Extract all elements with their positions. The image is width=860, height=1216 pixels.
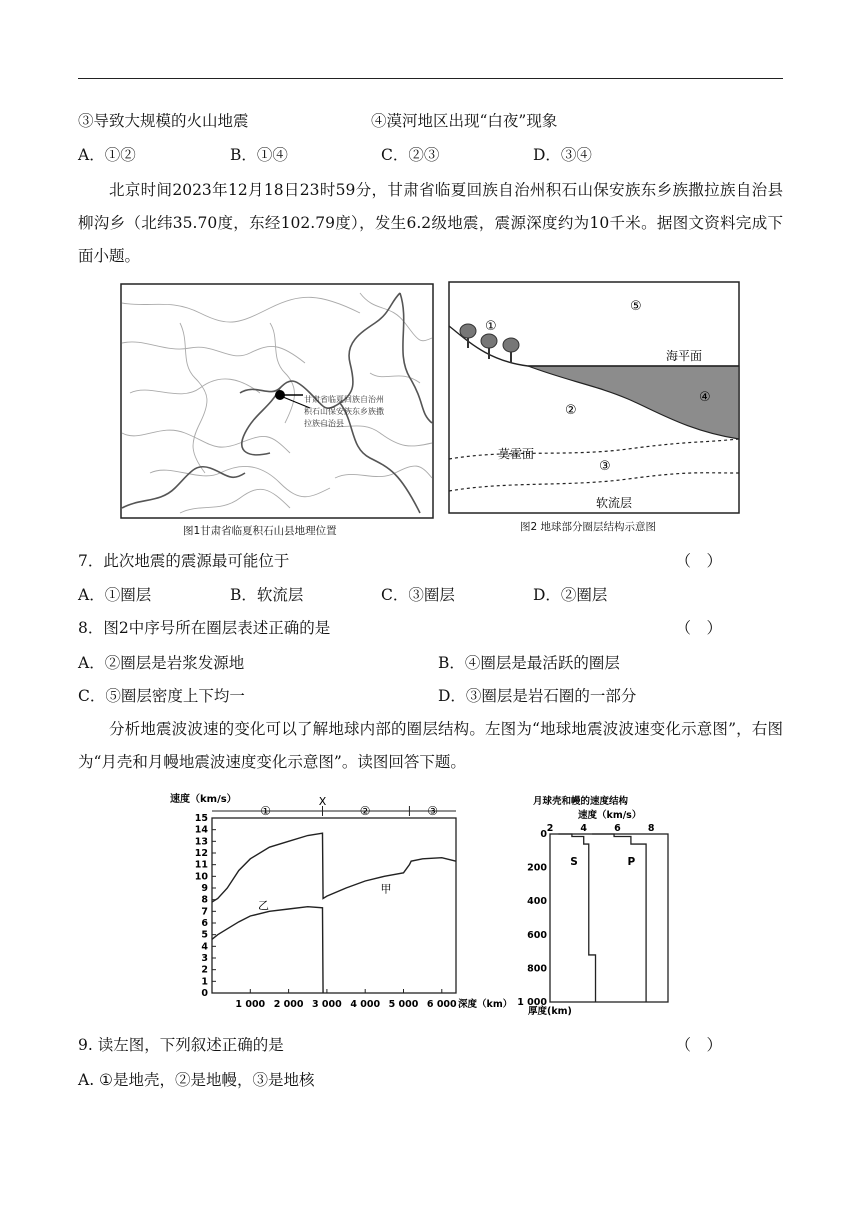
plot-frame bbox=[550, 834, 668, 1002]
x-tick-label: 2 bbox=[546, 823, 554, 834]
asthenosphere-label: 软流层 bbox=[596, 496, 633, 510]
x-tick-label: 6 bbox=[614, 823, 621, 834]
y-tick-label: 14 bbox=[194, 824, 208, 836]
q7-choice-c: C．③圈层 bbox=[381, 586, 455, 604]
layer-4-label: ④ bbox=[699, 390, 711, 405]
y-tick-label: 400 bbox=[527, 896, 547, 908]
y-tick-label: 8 bbox=[201, 894, 208, 906]
y-tick-label: 0 bbox=[201, 988, 208, 999]
layer-1-label: ① bbox=[485, 319, 497, 334]
q8-choice-a: A．②圈层是岩浆发源地 bbox=[78, 654, 245, 672]
passage-seismic: 分析地震波波速的变化可以了解地球内部的圈层结构。左图为“地球地震波波速变化示意图”，右图为“月壳和月幔地震波速度变化示意图”。读图回答下题。 bbox=[78, 720, 783, 771]
series-line-yi bbox=[212, 907, 323, 993]
y-tick-label: 200 bbox=[527, 862, 547, 874]
y-tick-label: 11 bbox=[194, 859, 208, 871]
x-tick-label: 4 000 bbox=[350, 999, 381, 1010]
y-tick-label: 1 000 bbox=[517, 997, 547, 1008]
y-tick-label: 12 bbox=[194, 848, 208, 859]
choice-b: B．①④ bbox=[230, 146, 288, 164]
q8-choice-c: C．⑤圈层密度上下均一 bbox=[78, 687, 245, 705]
y-tick-label: 0 bbox=[540, 829, 547, 840]
series-line-jia bbox=[212, 833, 456, 902]
option-3: ③导致大规模的火山地震 bbox=[78, 112, 249, 130]
passage-earthquake: 北京时间2023年12月18日23时59分，甘肃省临夏回族自治州积石山保安族东乡族撒拉族自治县柳沟乡（北纬35.70度，东经102.79度），发生6.2级地震，震源深度约为10千米。据图文资料完成下面小题。 bbox=[78, 181, 783, 265]
y-tick-label: 2 bbox=[201, 964, 208, 976]
x-tick-label: 8 bbox=[647, 823, 655, 834]
map-label-line-2: 积石山保安族东乡族撒 bbox=[304, 407, 384, 416]
y-tick-label: 9 bbox=[201, 883, 208, 894]
x-tick-label: 6 000 bbox=[426, 999, 457, 1010]
moho-label: 莫霍面 bbox=[498, 447, 535, 461]
map-label-line-1: 甘肃省临夏回族自治州 bbox=[304, 395, 384, 404]
layer-2-label: ② bbox=[565, 403, 577, 418]
choice-c: C．②③ bbox=[381, 146, 440, 164]
y-tick-label: 600 bbox=[527, 929, 547, 941]
x-axis-label: 深度（km） bbox=[458, 999, 513, 1010]
layer-5-label: ⑤ bbox=[630, 299, 642, 314]
chart-earth-seismic bbox=[170, 788, 513, 1013]
figure-2-layers bbox=[448, 281, 740, 516]
q7-choice-a: A．①圈层 bbox=[78, 586, 152, 604]
map-label-line-3: 拉族自治县 bbox=[304, 419, 344, 428]
series-label-p: P bbox=[627, 856, 636, 869]
y-tick-label: 1 bbox=[201, 976, 208, 988]
question-7: 7．此次地震的震源最可能位于 bbox=[78, 552, 290, 570]
y-tick-label: 5 bbox=[201, 929, 208, 941]
choice-d: D．③④ bbox=[533, 146, 592, 164]
q8-choice-d: D．③圈层是岩石圈的一部分 bbox=[438, 687, 637, 705]
chart-title: 月球壳和幔的速度结构 bbox=[533, 796, 629, 807]
x-tick-label: 3 000 bbox=[312, 999, 342, 1010]
x-tick-label: 5 000 bbox=[388, 999, 419, 1010]
y-tick-label: 4 bbox=[201, 941, 208, 953]
x-axis-label: 速度（km/s） bbox=[578, 810, 642, 821]
figure-2-caption: 图2 地球部分圈层结构示意图 bbox=[520, 521, 657, 533]
y-tick-label: 3 bbox=[201, 953, 208, 964]
region-label-3: ③ bbox=[427, 804, 438, 818]
region-label-2: ② bbox=[359, 804, 371, 818]
series-line-p bbox=[592, 834, 646, 1002]
question-8: 8．图2中序号所在圈层表述正确的是 bbox=[78, 619, 331, 637]
q8-choice-b: B．④圈层是最活跃的圈层 bbox=[438, 654, 620, 672]
q7-answer-blank: （ ） bbox=[675, 552, 722, 570]
plot-frame bbox=[212, 818, 456, 993]
y-tick-label: 800 bbox=[527, 963, 547, 975]
y-tick-label: 10 bbox=[194, 871, 208, 883]
region-label-x: X bbox=[318, 795, 327, 808]
y-tick-label: 6 bbox=[201, 918, 208, 929]
x-tick-label: 2 000 bbox=[273, 999, 304, 1010]
chart-moon-seismic bbox=[518, 788, 678, 1028]
q9-choice-a: A. ①是地壳，②是地幔，③是地核 bbox=[78, 1071, 315, 1089]
q7-choice-d: D．②圈层 bbox=[533, 586, 608, 604]
x-tick-label: 4 bbox=[580, 823, 588, 834]
y-tick-label: 15 bbox=[194, 813, 208, 824]
choice-a: A．①② bbox=[78, 146, 136, 164]
y-tick-label: 13 bbox=[194, 836, 208, 848]
question-9: 9. 读左图，下列叙述正确的是 bbox=[78, 1036, 284, 1054]
figure-1-map bbox=[120, 283, 435, 523]
y-axis-label: 厚度(km) bbox=[528, 1006, 572, 1017]
q8-answer-blank: （ ） bbox=[675, 619, 722, 637]
x-tick-label: 1 000 bbox=[235, 999, 266, 1010]
q7-choice-b: B．软流层 bbox=[230, 586, 304, 604]
y-tick-label: 7 bbox=[201, 906, 208, 918]
option-4: ④漠河地区出现“白夜”现象 bbox=[371, 112, 558, 130]
series-label-jia: 甲 bbox=[380, 882, 392, 896]
q9-answer-blank: （ ） bbox=[675, 1036, 722, 1054]
header-rule bbox=[78, 78, 783, 79]
sea-level-label: 海平面 bbox=[666, 349, 703, 363]
y-axis-label: 速度（km/s） bbox=[170, 794, 237, 805]
series-label-yi: 乙 bbox=[257, 899, 269, 912]
region-label-1: ① bbox=[260, 804, 272, 818]
series-label-s: S bbox=[570, 856, 578, 869]
figure-1-caption: 图1甘肃省临夏积石山县地理位置 bbox=[183, 525, 337, 537]
layer-3-label: ③ bbox=[599, 459, 611, 474]
